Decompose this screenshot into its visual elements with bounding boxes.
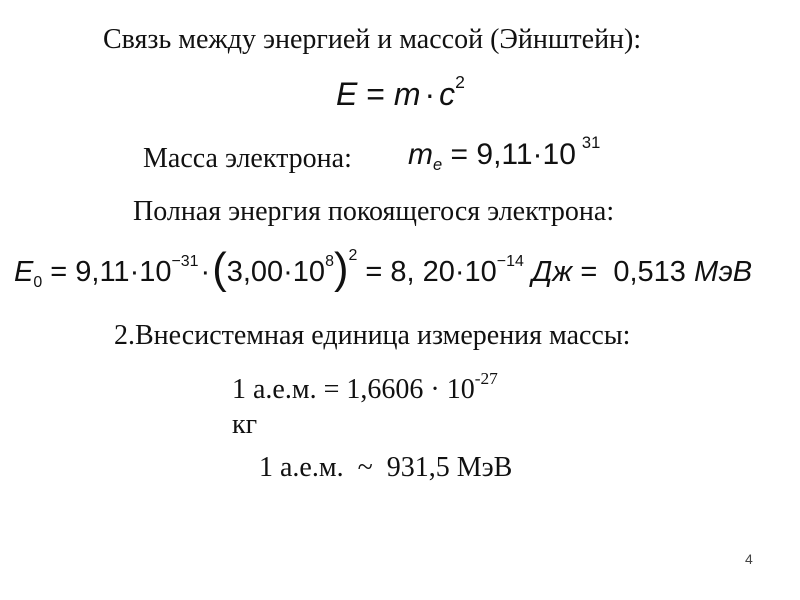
rest-energy-label: Полная энергия покоящегося электрона: <box>133 196 615 227</box>
electron-mass-exponent: 31 <box>581 134 601 153</box>
rest-energy-formula <box>14 245 753 294</box>
rest-energy-part2: = 8, 20·10 <box>365 256 497 288</box>
rest-energy-equals: = <box>580 256 598 288</box>
amu-mev-line: 1 а.е.м. ~ 931,5 МэВ <box>259 452 513 483</box>
amu-kg-unit: кг <box>232 409 258 440</box>
electron-mass-formula <box>408 134 601 174</box>
formula-energy-symbol: E <box>336 76 358 112</box>
rest-energy-subscript: 0 <box>33 273 43 291</box>
amu-kg-line <box>232 369 498 406</box>
page-number: 4 <box>745 551 753 567</box>
electron-mass-label: Масса электрона: <box>143 143 352 174</box>
amu-kg-value: 1 а.е.м. = 1,6606 · 10 <box>232 374 475 405</box>
rest-energy-paren-exp: 2 <box>348 247 358 265</box>
rest-energy-exp2: −14 <box>496 252 524 270</box>
formula-mass-symbol: m <box>393 76 421 112</box>
rest-energy-unit-mev: МэВ <box>693 256 753 288</box>
formula-equals: = <box>366 76 385 112</box>
rest-energy-inner: 3,00·10 <box>226 256 326 288</box>
formula-exponent: 2 <box>455 72 465 93</box>
formula-dot: · <box>424 76 436 112</box>
slide-title: Связь между энергией и массой (Эйнштейн): <box>103 24 642 55</box>
rest-energy-exp1: −31 <box>171 252 199 270</box>
rest-energy-symbol: E <box>14 256 34 288</box>
rest-energy-right-paren: ) <box>333 245 349 294</box>
rest-energy-unit-joule: Дж <box>531 256 573 288</box>
electron-mass-value: = 9,11·10 <box>450 138 576 171</box>
electron-mass-subscript: e <box>433 155 443 174</box>
amu-kg-exponent: -27 <box>474 369 498 389</box>
rest-energy-part3: 0,513 <box>613 256 686 288</box>
rest-energy-part1: = 9,11·10 <box>50 256 172 288</box>
rest-energy-dot: · <box>200 256 211 288</box>
rest-energy-left-paren: ( <box>212 245 227 294</box>
electron-mass-symbol: m <box>408 138 433 171</box>
einstein-formula <box>336 72 465 113</box>
formula-light-speed-symbol: c <box>439 76 456 112</box>
section2-heading: 2.Внесистемная единица измерения массы: <box>114 320 631 351</box>
rest-energy-inner-exp: 8 <box>325 252 334 270</box>
